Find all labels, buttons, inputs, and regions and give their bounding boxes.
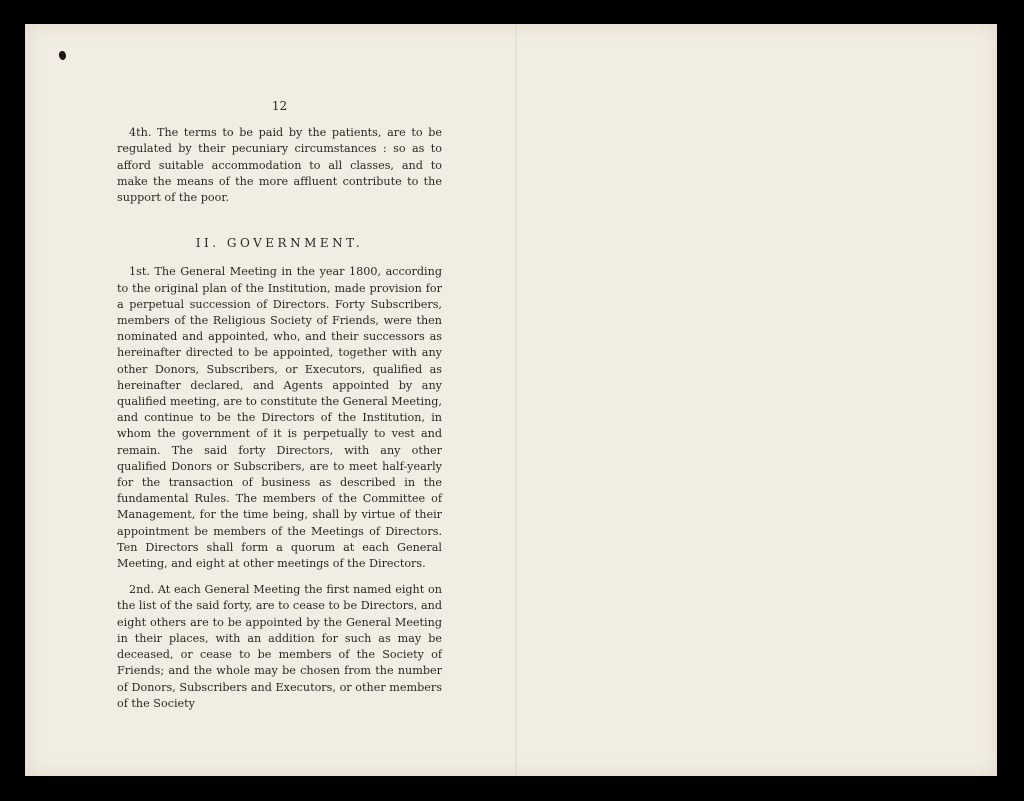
paragraph-2nd: 2nd. At each General Meeting the first named eight on the list of the said forty, are to cease to be Directors, and eight others are to be appointed by the General Meeting in their places, with an addition for such as may be deceased, or cease to be members of the Society of Friends; and the whole may be chosen from the number of Donors, Subscribers and Executors, or other members of the Society (117, 583, 442, 710)
text-column (117, 98, 442, 712)
ink-spot (58, 50, 68, 61)
paragraph-1st: 1st. The General Meeting in the year 1800, according to the original plan of the Institution, made provision for a perpetual succession of Directors. Forty Subscribers, members of the Religious Society of Friends, were then nominated and appointed, who, and their successors as hereinafter directed to be appointed, together with any other Donors, Subscribers, or Executors, qualified as hereinafter declared, and Agents appointed by any qualified meeting, are to constitute the General Meeting, and continue to be the Directors of the Institution, in whom the government of it is perpetually to vest and remain. The said forty Directors, with any other qualified Donors or Subscribers, are to meet half-yearly for the transaction of business as described in the fundamental Rules. The members of the Committee of Management, for the time being, shall by virtue of their appointment be members of the Meetings of Directors. Ten Directors shall form a quorum at each General Meeting, and eight at other meetings of the Directors. (117, 265, 442, 571)
document-page (25, 24, 997, 776)
section-heading: II. GOVERNMENT. (195, 236, 364, 251)
page-number: 12 (271, 99, 288, 113)
paragraph-4th: 4th. The terms to be paid by the patients, are to be regulated by their pecuniary circumstances : so as to afford suitable accommodation to all classes, and to make the means of the more affluent contribute to the support of the poor. (117, 126, 442, 205)
page-fold (515, 24, 517, 776)
